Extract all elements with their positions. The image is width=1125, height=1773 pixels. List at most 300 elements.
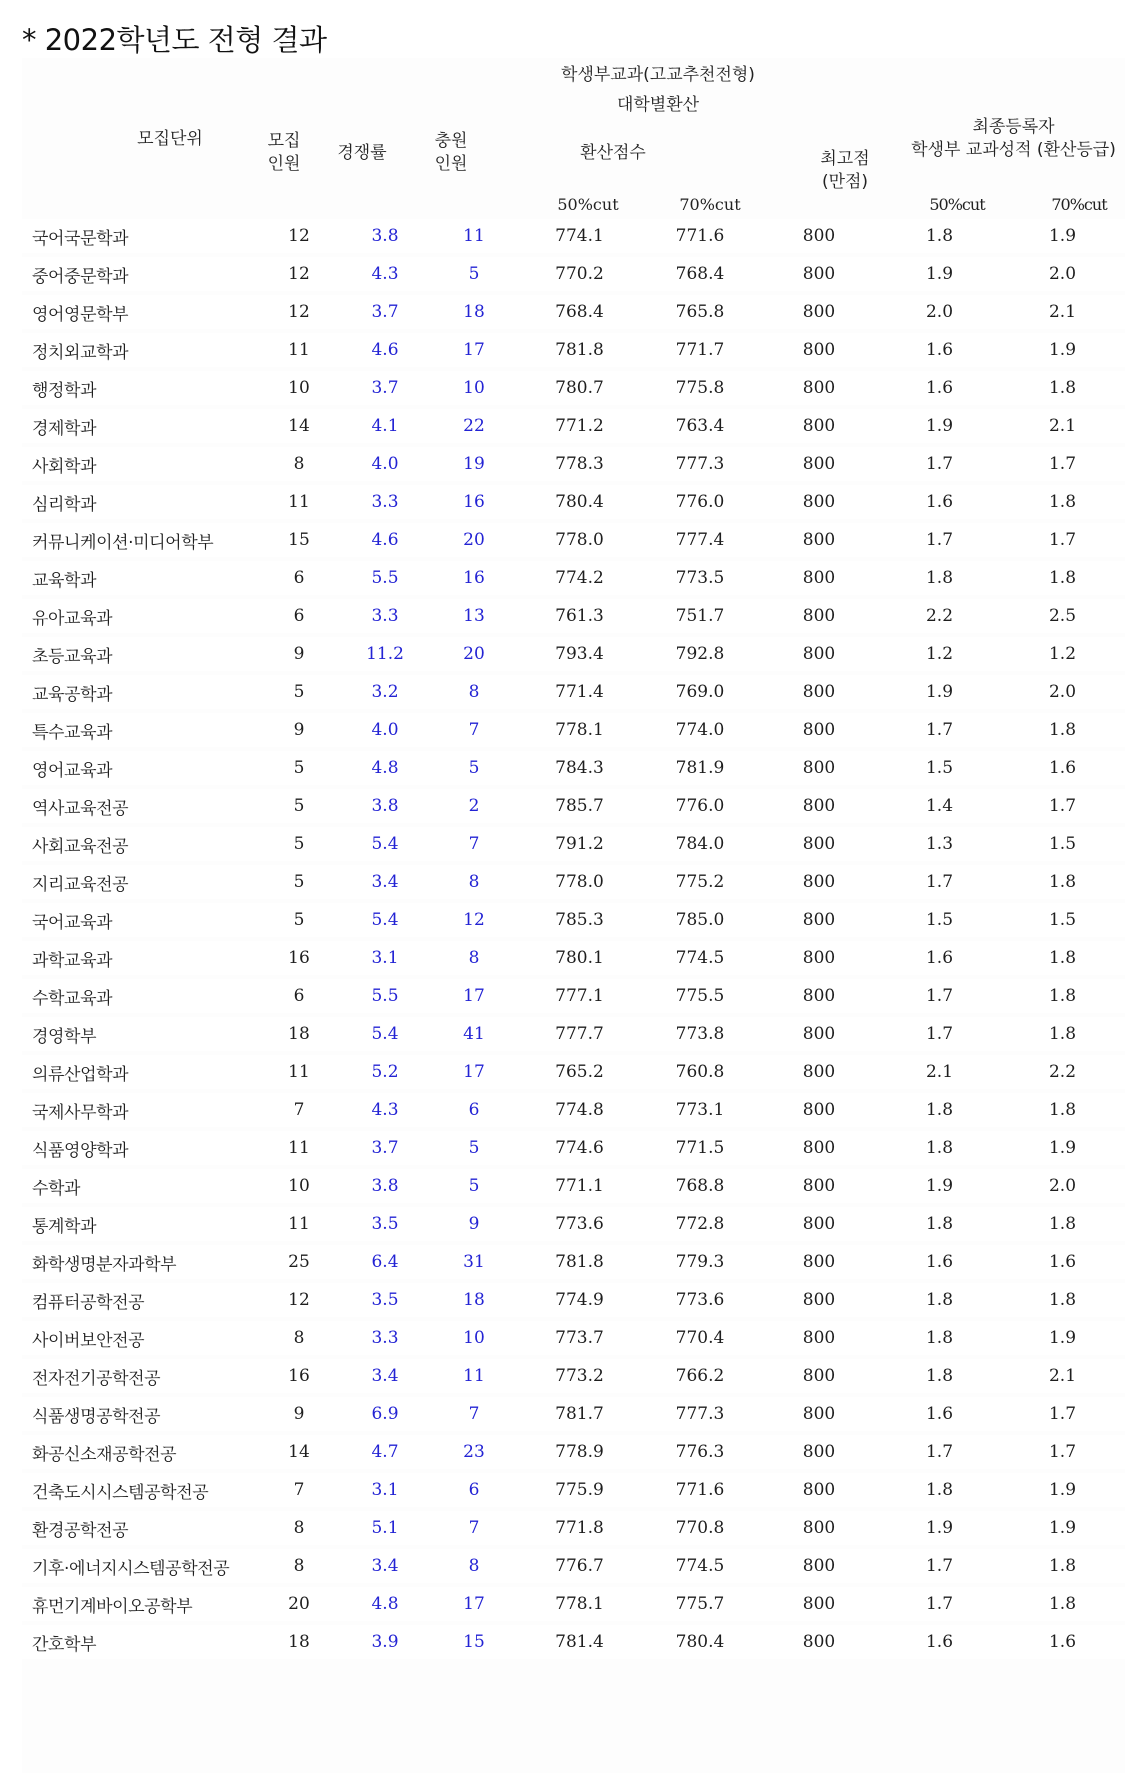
- table-row: [22, 295, 1125, 329]
- cell-quota: 6: [258, 979, 340, 1013]
- cell-ratio: 5.2: [340, 1055, 430, 1089]
- cell-max-score: 800: [759, 1587, 879, 1621]
- cell-extra: 15: [430, 1625, 518, 1659]
- cell-extra: 7: [430, 1397, 518, 1431]
- header-grade-70: 70%cut: [1051, 195, 1107, 214]
- results-sheet: [22, 58, 1125, 1773]
- cell-score-70: 792.8: [641, 637, 759, 671]
- cell-grade-50: 2.1: [879, 1055, 1000, 1089]
- cell-grade-70: 1.9: [1000, 333, 1125, 367]
- cell-grade-70: 1.9: [1000, 219, 1125, 253]
- cell-quota: 11: [258, 333, 340, 367]
- cell-score-70: 774.5: [641, 941, 759, 975]
- table-row: [22, 485, 1125, 519]
- cell-unit: 휴먼기계바이오공학부: [22, 1587, 258, 1621]
- cell-max-score: 800: [759, 1283, 879, 1317]
- cell-score-70: 760.8: [641, 1055, 759, 1089]
- cell-grade-70: 1.7: [1000, 1397, 1125, 1431]
- cell-score-70: 779.3: [641, 1245, 759, 1279]
- cell-max-score: 800: [759, 257, 879, 291]
- cell-extra: 23: [430, 1435, 518, 1469]
- cell-grade-50: 1.3: [879, 827, 1000, 861]
- cell-quota: 14: [258, 1435, 340, 1469]
- cell-extra: 7: [430, 827, 518, 861]
- cell-extra: 41: [430, 1017, 518, 1051]
- cell-grade-70: 1.8: [1000, 1017, 1125, 1051]
- header-score-50: 50%cut: [557, 195, 619, 214]
- cell-grade-50: 1.9: [879, 409, 1000, 443]
- cell-max-score: 800: [759, 751, 879, 785]
- cell-quota: 11: [258, 1055, 340, 1089]
- cell-unit: 정치외교학과: [22, 333, 258, 367]
- cell-score-50: 771.2: [518, 409, 641, 443]
- cell-extra: 8: [430, 941, 518, 975]
- cell-score-50: 765.2: [518, 1055, 641, 1089]
- cell-quota: 8: [258, 1321, 340, 1355]
- table-row: [22, 1625, 1125, 1659]
- cell-extra: 10: [430, 1321, 518, 1355]
- cell-ratio: 3.1: [340, 941, 430, 975]
- table-row: [22, 447, 1125, 481]
- cell-quota: 10: [258, 1169, 340, 1203]
- cell-score-70: 776.0: [641, 789, 759, 823]
- cell-quota: 9: [258, 637, 340, 671]
- cell-score-70: 771.7: [641, 333, 759, 367]
- cell-score-70: 769.0: [641, 675, 759, 709]
- cell-quota: 5: [258, 789, 340, 823]
- cell-grade-70: 1.8: [1000, 1283, 1125, 1317]
- cell-grade-70: 1.8: [1000, 1587, 1125, 1621]
- table-row: [22, 1055, 1125, 1089]
- cell-ratio: 6.9: [340, 1397, 430, 1431]
- cell-score-50: 777.1: [518, 979, 641, 1013]
- cell-max-score: 800: [759, 333, 879, 367]
- cell-grade-70: 2.0: [1000, 675, 1125, 709]
- cell-ratio: 5.4: [340, 1017, 430, 1051]
- cell-grade-70: 1.8: [1000, 713, 1125, 747]
- table-row: [22, 903, 1125, 937]
- table-row: [22, 675, 1125, 709]
- cell-unit: 교육학과: [22, 561, 258, 595]
- cell-extra: 5: [430, 751, 518, 785]
- table-row: [22, 1131, 1125, 1165]
- table-row: [22, 979, 1125, 1013]
- header-score: 환산점수: [580, 143, 646, 163]
- cell-grade-70: 1.9: [1000, 1511, 1125, 1545]
- cell-unit: 사이버보안전공: [22, 1321, 258, 1355]
- cell-score-70: 768.8: [641, 1169, 759, 1203]
- cell-grade-50: 1.8: [879, 1131, 1000, 1165]
- cell-extra: 8: [430, 865, 518, 899]
- cell-unit: 환경공학전공: [22, 1511, 258, 1545]
- cell-score-70: 775.5: [641, 979, 759, 1013]
- cell-ratio: 3.3: [340, 599, 430, 633]
- cell-quota: 15: [258, 523, 340, 557]
- cell-unit: 역사교육전공: [22, 789, 258, 823]
- cell-ratio: 3.3: [340, 1321, 430, 1355]
- cell-extra: 12: [430, 903, 518, 937]
- cell-grade-50: 1.5: [879, 751, 1000, 785]
- cell-extra: 8: [430, 675, 518, 709]
- cell-score-50: 781.8: [518, 333, 641, 367]
- table-row: [22, 713, 1125, 747]
- cell-score-50: 778.9: [518, 1435, 641, 1469]
- table-row: [22, 523, 1125, 557]
- cell-quota: 12: [258, 219, 340, 253]
- cell-score-70: 770.4: [641, 1321, 759, 1355]
- cell-quota: 6: [258, 561, 340, 595]
- cell-max-score: 800: [759, 1055, 879, 1089]
- cell-max-score: 800: [759, 219, 879, 253]
- cell-extra: 5: [430, 257, 518, 291]
- cell-ratio: 3.7: [340, 371, 430, 405]
- cell-unit: 영어영문학부: [22, 295, 258, 329]
- cell-score-70: 776.0: [641, 485, 759, 519]
- cell-score-50: 778.3: [518, 447, 641, 481]
- cell-unit: 의류산업학과: [22, 1055, 258, 1089]
- cell-score-50: 777.7: [518, 1017, 641, 1051]
- cell-ratio: 6.4: [340, 1245, 430, 1279]
- cell-score-70: 766.2: [641, 1359, 759, 1393]
- cell-score-70: 774.0: [641, 713, 759, 747]
- cell-max-score: 800: [759, 371, 879, 405]
- cell-extra: 11: [430, 219, 518, 253]
- cell-max-score: 800: [759, 941, 879, 975]
- cell-extra: 13: [430, 599, 518, 633]
- cell-unit: 경영학부: [22, 1017, 258, 1051]
- cell-max-score: 800: [759, 1245, 879, 1279]
- cell-ratio: 4.0: [340, 713, 430, 747]
- cell-extra: 5: [430, 1131, 518, 1165]
- cell-grade-70: 1.8: [1000, 485, 1125, 519]
- cell-ratio: 5.5: [340, 979, 430, 1013]
- table-row: [22, 941, 1125, 975]
- cell-quota: 8: [258, 1549, 340, 1583]
- cell-grade-70: 2.5: [1000, 599, 1125, 633]
- table-row: [22, 751, 1125, 785]
- cell-grade-70: 1.6: [1000, 1245, 1125, 1279]
- table-row: [22, 1473, 1125, 1507]
- cell-unit: 사회학과: [22, 447, 258, 481]
- table-row: [22, 827, 1125, 861]
- cell-ratio: 4.3: [340, 1093, 430, 1127]
- cell-score-50: 773.7: [518, 1321, 641, 1355]
- cell-unit: 중어중문학과: [22, 257, 258, 291]
- header-extra: 충원 인원: [434, 131, 468, 174]
- cell-unit: 수학과: [22, 1169, 258, 1203]
- cell-max-score: 800: [759, 1473, 879, 1507]
- cell-grade-50: 1.8: [879, 1283, 1000, 1317]
- cell-ratio: 4.3: [340, 257, 430, 291]
- cell-score-50: 774.6: [518, 1131, 641, 1165]
- cell-grade-50: 2.0: [879, 295, 1000, 329]
- cell-unit: 경제학과: [22, 409, 258, 443]
- cell-grade-70: 2.0: [1000, 257, 1125, 291]
- table-row: [22, 1207, 1125, 1241]
- cell-extra: 2: [430, 789, 518, 823]
- cell-unit: 커뮤니케이션·미디어학부: [22, 523, 258, 557]
- cell-score-70: 774.5: [641, 1549, 759, 1583]
- cell-max-score: 800: [759, 1207, 879, 1241]
- cell-extra: 20: [430, 637, 518, 671]
- table-row: [22, 1587, 1125, 1621]
- cell-quota: 12: [258, 295, 340, 329]
- cell-max-score: 800: [759, 1625, 879, 1659]
- cell-score-50: 785.3: [518, 903, 641, 937]
- table-row: [22, 1093, 1125, 1127]
- cell-extra: 7: [430, 1511, 518, 1545]
- cell-score-70: 763.4: [641, 409, 759, 443]
- cell-max-score: 800: [759, 827, 879, 861]
- cell-ratio: 3.7: [340, 295, 430, 329]
- cell-score-70: 773.1: [641, 1093, 759, 1127]
- cell-score-50: 773.2: [518, 1359, 641, 1393]
- cell-score-50: 778.1: [518, 713, 641, 747]
- cell-grade-50: 1.8: [879, 1093, 1000, 1127]
- cell-grade-50: 1.7: [879, 979, 1000, 1013]
- cell-quota: 18: [258, 1625, 340, 1659]
- cell-quota: 7: [258, 1093, 340, 1127]
- cell-ratio: 3.4: [340, 1549, 430, 1583]
- cell-quota: 7: [258, 1473, 340, 1507]
- cell-score-50: 778.0: [518, 865, 641, 899]
- cell-extra: 19: [430, 447, 518, 481]
- cell-quota: 10: [258, 371, 340, 405]
- cell-grade-50: 1.2: [879, 637, 1000, 671]
- table-row: [22, 1359, 1125, 1393]
- cell-extra: 18: [430, 1283, 518, 1317]
- cell-grade-50: 1.7: [879, 713, 1000, 747]
- cell-max-score: 800: [759, 903, 879, 937]
- cell-grade-70: 1.7: [1000, 447, 1125, 481]
- cell-grade-50: 1.6: [879, 941, 1000, 975]
- cell-grade-50: 1.9: [879, 1169, 1000, 1203]
- cell-ratio: 3.5: [340, 1207, 430, 1241]
- cell-grade-50: 1.6: [879, 1397, 1000, 1431]
- cell-max-score: 800: [759, 1321, 879, 1355]
- cell-quota: 20: [258, 1587, 340, 1621]
- cell-ratio: 3.2: [340, 675, 430, 709]
- cell-score-70: 775.7: [641, 1587, 759, 1621]
- cell-score-70: 772.8: [641, 1207, 759, 1241]
- cell-ratio: 3.4: [340, 865, 430, 899]
- cell-grade-70: 1.7: [1000, 523, 1125, 557]
- cell-unit: 식품생명공학전공: [22, 1397, 258, 1431]
- cell-grade-50: 1.8: [879, 1207, 1000, 1241]
- cell-max-score: 800: [759, 1435, 879, 1469]
- cell-unit: 화학생명분자과학부: [22, 1245, 258, 1279]
- cell-ratio: 4.6: [340, 333, 430, 367]
- cell-score-50: 778.0: [518, 523, 641, 557]
- cell-unit: 사회교육전공: [22, 827, 258, 861]
- cell-score-70: 771.6: [641, 1473, 759, 1507]
- cell-quota: 5: [258, 903, 340, 937]
- cell-max-score: 800: [759, 1017, 879, 1051]
- cell-ratio: 5.1: [340, 1511, 430, 1545]
- cell-unit: 전자전기공학전공: [22, 1359, 258, 1393]
- cell-grade-50: 1.9: [879, 257, 1000, 291]
- header-quota: 모집 인원: [267, 131, 301, 174]
- table-row: [22, 1435, 1125, 1469]
- cell-ratio: 4.8: [340, 1587, 430, 1621]
- cell-score-70: 771.5: [641, 1131, 759, 1165]
- cell-ratio: 5.4: [340, 827, 430, 861]
- cell-score-70: 777.3: [641, 447, 759, 481]
- cell-unit: 국어교육과: [22, 903, 258, 937]
- cell-grade-70: 1.6: [1000, 751, 1125, 785]
- cell-grade-50: 2.2: [879, 599, 1000, 633]
- cell-quota: 9: [258, 1397, 340, 1431]
- cell-ratio: 4.1: [340, 409, 430, 443]
- cell-quota: 11: [258, 485, 340, 519]
- header-unit: 모집단위: [137, 129, 203, 149]
- cell-unit: 행정학과: [22, 371, 258, 405]
- cell-unit: 컴퓨터공학전공: [22, 1283, 258, 1317]
- cell-extra: 9: [430, 1207, 518, 1241]
- cell-grade-50: 1.4: [879, 789, 1000, 823]
- cell-score-50: 780.7: [518, 371, 641, 405]
- cell-score-50: 761.3: [518, 599, 641, 633]
- cell-score-50: 773.6: [518, 1207, 641, 1241]
- cell-ratio: 3.7: [340, 1131, 430, 1165]
- cell-max-score: 800: [759, 637, 879, 671]
- cell-score-50: 780.4: [518, 485, 641, 519]
- cell-grade-70: 1.8: [1000, 1207, 1125, 1241]
- cell-grade-50: 1.6: [879, 371, 1000, 405]
- cell-extra: 17: [430, 333, 518, 367]
- cell-grade-50: 1.8: [879, 219, 1000, 253]
- cell-ratio: 3.8: [340, 219, 430, 253]
- cell-quota: 11: [258, 1207, 340, 1241]
- table-row: [22, 1169, 1125, 1203]
- cell-max-score: 800: [759, 485, 879, 519]
- cell-grade-70: 2.0: [1000, 1169, 1125, 1203]
- cell-quota: 11: [258, 1131, 340, 1165]
- cell-grade-50: 1.7: [879, 1587, 1000, 1621]
- cell-grade-50: 1.7: [879, 447, 1000, 481]
- cell-extra: 17: [430, 1587, 518, 1621]
- cell-grade-50: 1.8: [879, 1321, 1000, 1355]
- cell-grade-70: 1.8: [1000, 979, 1125, 1013]
- cell-extra: 6: [430, 1093, 518, 1127]
- table-row: [22, 1511, 1125, 1545]
- cell-quota: 5: [258, 865, 340, 899]
- cell-ratio: 4.6: [340, 523, 430, 557]
- cell-extra: 18: [430, 295, 518, 329]
- cell-score-70: 784.0: [641, 827, 759, 861]
- cell-quota: 9: [258, 713, 340, 747]
- cell-max-score: 800: [759, 447, 879, 481]
- cell-max-score: 800: [759, 561, 879, 595]
- cell-max-score: 800: [759, 1397, 879, 1431]
- cell-grade-70: 1.7: [1000, 789, 1125, 823]
- cell-score-50: 776.7: [518, 1549, 641, 1583]
- cell-extra: 10: [430, 371, 518, 405]
- cell-grade-50: 1.6: [879, 485, 1000, 519]
- cell-score-70: 771.6: [641, 219, 759, 253]
- cell-grade-50: 1.8: [879, 1473, 1000, 1507]
- cell-max-score: 800: [759, 1549, 879, 1583]
- cell-quota: 5: [258, 751, 340, 785]
- cell-quota: 16: [258, 1359, 340, 1393]
- cell-ratio: 3.3: [340, 485, 430, 519]
- cell-ratio: 4.8: [340, 751, 430, 785]
- cell-extra: 6: [430, 1473, 518, 1507]
- cell-grade-70: 1.9: [1000, 1473, 1125, 1507]
- cell-grade-50: 1.7: [879, 865, 1000, 899]
- cell-unit: 심리학과: [22, 485, 258, 519]
- cell-quota: 18: [258, 1017, 340, 1051]
- cell-score-50: 774.1: [518, 219, 641, 253]
- table-row: [22, 409, 1125, 443]
- header-max-score: 최고점 (만점): [820, 149, 870, 192]
- cell-score-50: 791.2: [518, 827, 641, 861]
- cell-score-70: 768.4: [641, 257, 759, 291]
- header-final: 최종등록자 학생부 교과성적 (환산등급): [911, 117, 1116, 160]
- cell-grade-70: 2.1: [1000, 1359, 1125, 1393]
- cell-grade-70: 1.8: [1000, 1093, 1125, 1127]
- cell-score-50: 771.1: [518, 1169, 641, 1203]
- header-group: 학생부교과(고교추천전형): [561, 65, 755, 85]
- cell-unit: 특수교육과: [22, 713, 258, 747]
- cell-grade-70: 1.9: [1000, 1321, 1125, 1355]
- cell-grade-50: 1.8: [879, 1359, 1000, 1393]
- cell-quota: 5: [258, 827, 340, 861]
- cell-grade-70: 1.8: [1000, 371, 1125, 405]
- cell-unit: 화공신소재공학전공: [22, 1435, 258, 1469]
- table-row: [22, 1245, 1125, 1279]
- cell-grade-70: 2.1: [1000, 295, 1125, 329]
- cell-score-70: 775.2: [641, 865, 759, 899]
- cell-max-score: 800: [759, 789, 879, 823]
- cell-score-50: 778.1: [518, 1587, 641, 1621]
- cell-quota: 8: [258, 447, 340, 481]
- cell-grade-70: 1.9: [1000, 1131, 1125, 1165]
- cell-extra: 22: [430, 409, 518, 443]
- cell-unit: 기후·에너지시스템공학전공: [22, 1549, 258, 1583]
- cell-grade-70: 1.8: [1000, 941, 1125, 975]
- cell-score-50: 784.3: [518, 751, 641, 785]
- cell-extra: 17: [430, 1055, 518, 1089]
- cell-grade-70: 1.8: [1000, 561, 1125, 595]
- cell-unit: 식품영양학과: [22, 1131, 258, 1165]
- cell-ratio: 3.1: [340, 1473, 430, 1507]
- cell-grade-70: 1.7: [1000, 1435, 1125, 1469]
- cell-grade-50: 1.5: [879, 903, 1000, 937]
- table-row: [22, 1017, 1125, 1051]
- cell-ratio: 4.0: [340, 447, 430, 481]
- cell-ratio: 3.8: [340, 789, 430, 823]
- cell-grade-70: 1.5: [1000, 827, 1125, 861]
- cell-max-score: 800: [759, 865, 879, 899]
- cell-score-70: 777.4: [641, 523, 759, 557]
- cell-score-70: 777.3: [641, 1397, 759, 1431]
- cell-score-50: 793.4: [518, 637, 641, 671]
- cell-max-score: 800: [759, 523, 879, 557]
- cell-extra: 7: [430, 713, 518, 747]
- page-title: * 2022학년도 전형 결과: [22, 23, 327, 57]
- cell-score-50: 781.8: [518, 1245, 641, 1279]
- table-row: [22, 1549, 1125, 1583]
- cell-max-score: 800: [759, 1093, 879, 1127]
- cell-score-70: 770.8: [641, 1511, 759, 1545]
- results-table: [22, 215, 1125, 1663]
- cell-ratio: 3.8: [340, 1169, 430, 1203]
- cell-score-70: 773.5: [641, 561, 759, 595]
- cell-grade-70: 2.1: [1000, 409, 1125, 443]
- cell-score-50: 774.2: [518, 561, 641, 595]
- table-row: [22, 1283, 1125, 1317]
